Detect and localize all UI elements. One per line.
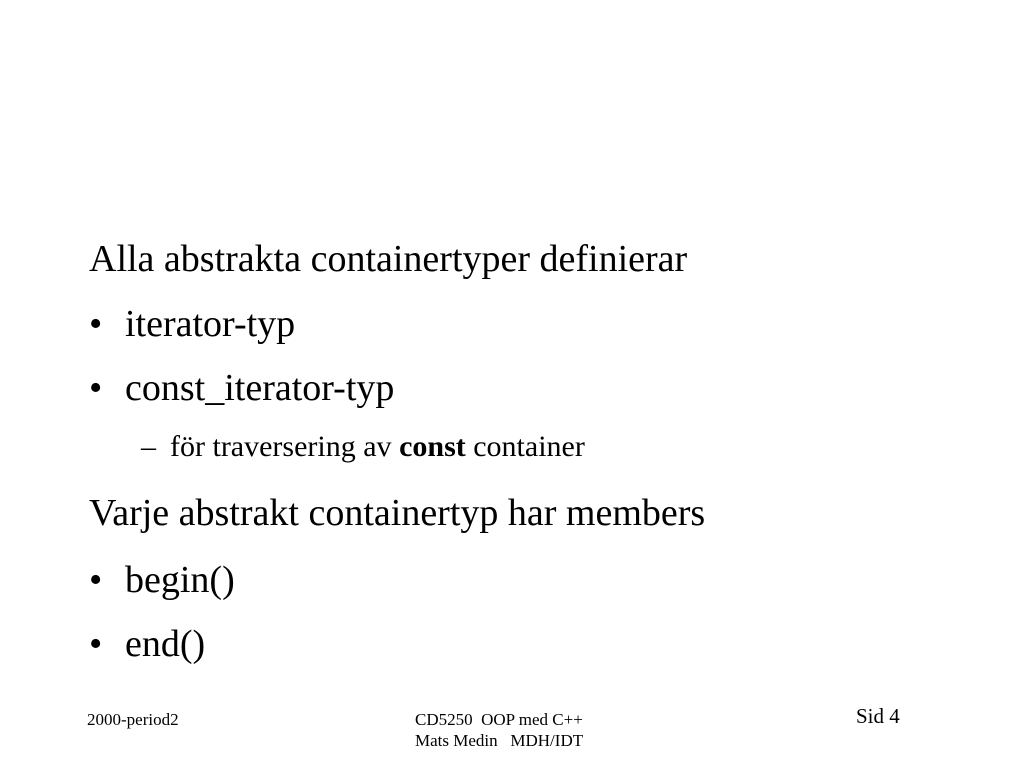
bullet-icon: • bbox=[89, 623, 103, 665]
list-item-label: iterator-typ bbox=[125, 303, 296, 345]
sub-item-text-pre: för traversering av bbox=[170, 430, 400, 463]
list-item-const-iterator-typ bbox=[89, 369, 394, 407]
footer-author: Mats Medin MDH/IDT bbox=[415, 731, 584, 751]
page-number: Sid 4 bbox=[856, 704, 900, 728]
dash-icon: – bbox=[141, 430, 156, 463]
heading-members: Varje abstrakt containertyp har members bbox=[89, 492, 706, 534]
list-item-label: const_iterator-typ bbox=[125, 367, 395, 409]
list-item-label: begin() bbox=[125, 559, 235, 601]
list-item-iterator-typ bbox=[89, 305, 295, 343]
bullet-icon: • bbox=[89, 367, 103, 409]
bullet-icon: • bbox=[89, 559, 103, 601]
sub-item-text-bold: const bbox=[399, 430, 466, 463]
footer-course bbox=[415, 709, 583, 752]
heading-containertypes: Alla abstrakta containertyper definierar bbox=[89, 238, 688, 280]
list-item-label: end() bbox=[125, 623, 206, 665]
bullet-icon: • bbox=[89, 303, 103, 345]
list-item-begin bbox=[89, 561, 235, 599]
footer-date: 2000-period2 bbox=[87, 710, 179, 729]
sub-item-text-post: container bbox=[465, 430, 585, 463]
sub-item-traversering bbox=[141, 432, 585, 462]
list-item-end bbox=[89, 625, 205, 663]
footer-course-title: CD5250 OOP med C++ bbox=[415, 710, 583, 729]
